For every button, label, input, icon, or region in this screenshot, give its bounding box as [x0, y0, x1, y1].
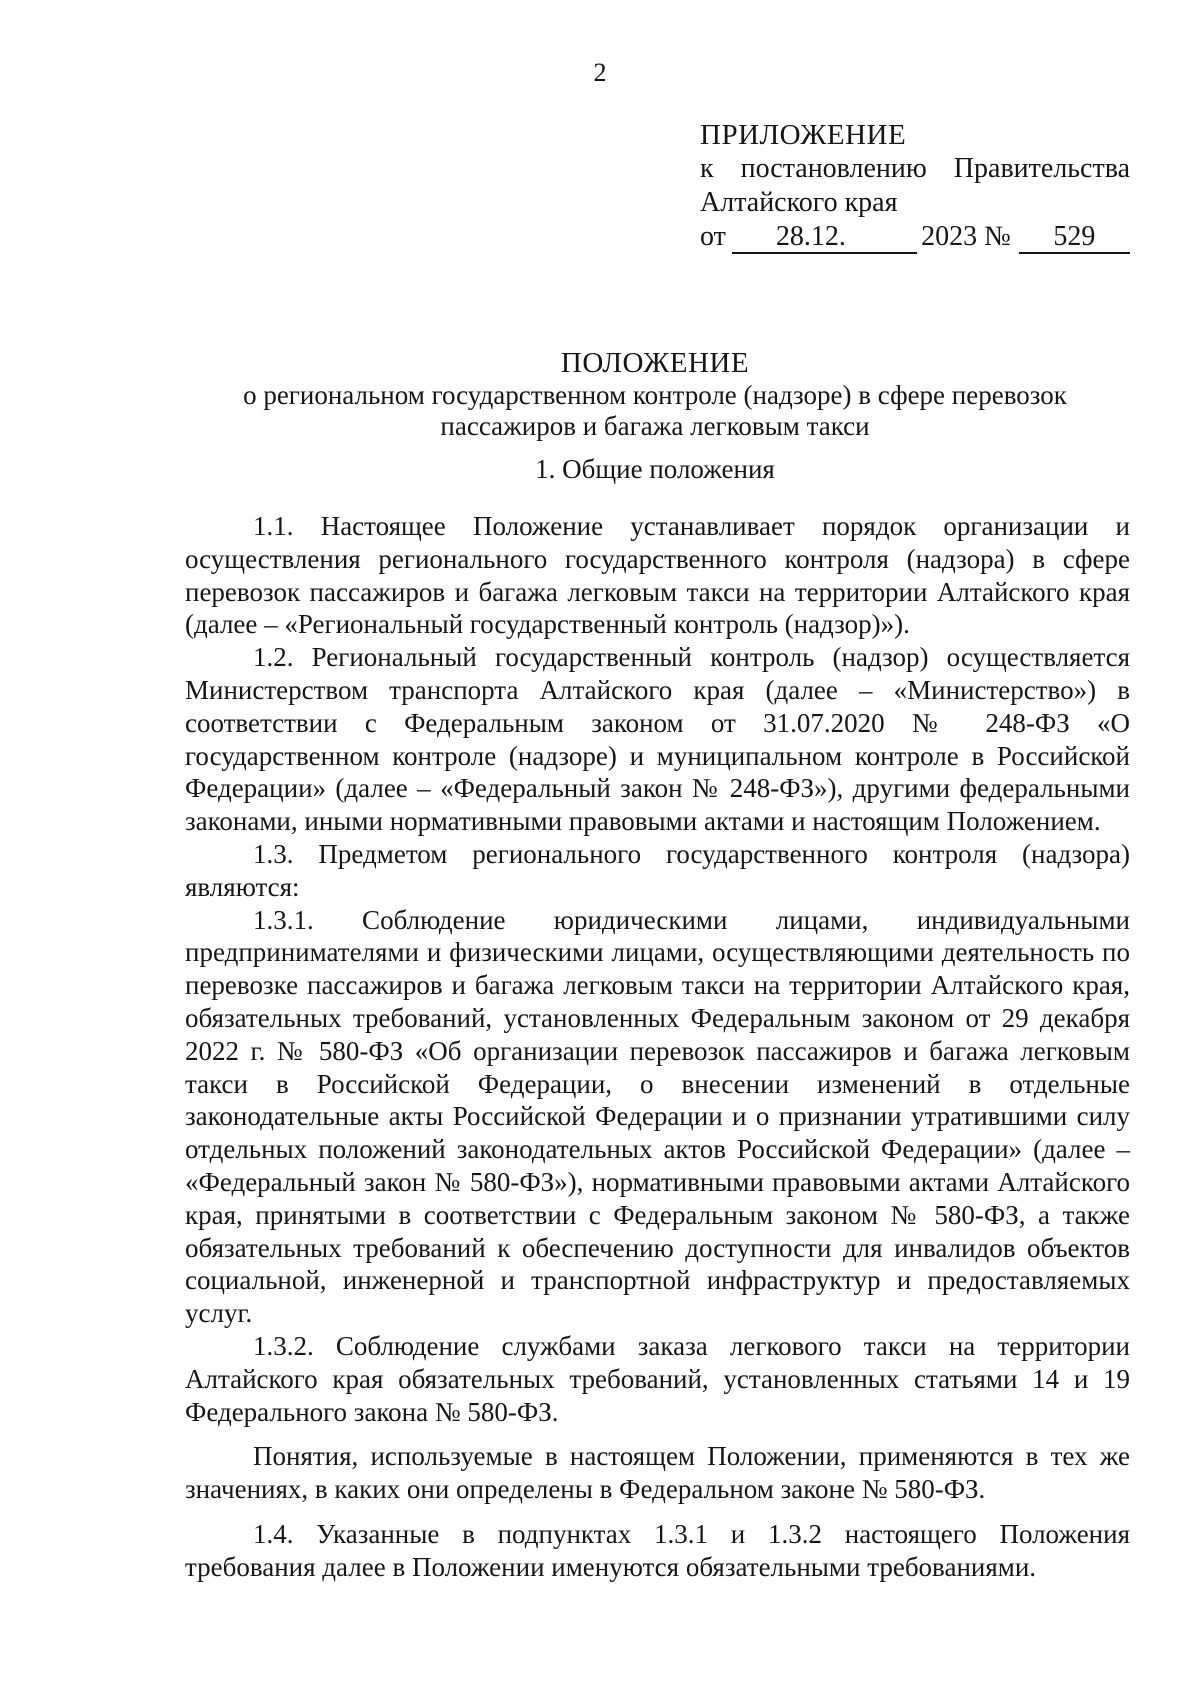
- paragraph-1-3-1: 1.3.1. Соблюдение юридическими лицами, индивидуальными предпринимателями и физическими лицами, осуществляющими деятельность по перевозке пассажиров и багажа легковым такси на территории Алтайского края, обязательных требований, установленных Федеральным законом от 29 декабря 2022 г. № 580-ФЗ «Об организации перевозок пассажиров и багажа легковым такси в Российской Федерации, о внесении изменений в отдельные законодательные акты Российской Федерации и о признании утратившими силу отдельных положений законодательных актов Российской Федерации» (далее – «Федеральный закон № 580-ФЗ»), нормативными правовыми актами Алтайского края, принятыми в соответствии с Федеральным законом № 580-ФЗ, а также обязательных требований к обеспечению доступности для инвалидов объектов социальной, инженерной и транспортной инфраструктур и предоставляемых услуг.: [185, 904, 1130, 1329]
- appendix-line-1: [700, 152, 1130, 186]
- paragraph-1-3: 1.3. Предметом регионального государственного контроля (надзора) являются:: [185, 838, 1130, 902]
- appendix-line-2: Алтайского края: [700, 187, 898, 218]
- paragraph-1-2: 1.2. Региональный государственный контроль (надзор) осуществляется Министерством транспорта Алтайского края (далее – «Министерство») в соответствии с Федеральным законом от 31.07.2020 № 248-ФЗ «О государственном контроле (надзоре) и муниципальном контроле в Российской Федерации» (далее – «Федеральный закон № 248-ФЗ»), другими федеральными законами, иными нормативными правовыми актами и настоящим Положением.: [185, 642, 1130, 837]
- date-prefix: от: [700, 221, 726, 252]
- appendix-label: ПРИЛОЖЕНИЕ: [700, 119, 907, 151]
- appendix-line-1-mid: постановлению: [740, 153, 927, 184]
- document-subtitle-line-1: о региональном государственном контроле (надзоре) в сфере перевозок: [243, 380, 1067, 410]
- appendix-date-line: [700, 220, 1130, 254]
- appendix-line-1-left: к: [700, 153, 714, 184]
- title-block: [130, 346, 1180, 442]
- paragraph-definitions: Понятия, используемые в настоящем Положении, применяются в тех же значениях, в каких они определены в Федеральном законе № 580-ФЗ.: [185, 1441, 1130, 1505]
- document-title: ПОЛОЖЕНИЕ: [560, 347, 750, 379]
- year-and-number-sign: 2023 №: [921, 221, 1011, 252]
- date-field: 28.12.: [732, 222, 917, 254]
- appendix-line-1-right: Правительства: [953, 153, 1130, 184]
- section-heading: 1. Общие положения: [535, 454, 775, 484]
- document-body: [185, 510, 1130, 1584]
- paragraph-1-3-2: 1.3.2. Соблюдение службами заказа легкового такси на территории Алтайского края обязательных требований, установленных статьями 14 и 19 Федерального закона № 580-ФЗ.: [185, 1330, 1130, 1427]
- paragraph-1-1: 1.1. Настоящее Положение устанавливает порядок организации и осуществления регионального государственного контроля (надзора) в сфере перевозок пассажиров и багажа легковым такси на территории Алтайского края (далее – «Региональный государственный контроль (надзор)»).: [185, 511, 1130, 640]
- paragraph-1-4: 1.4. Указанные в подпунктах 1.3.1 и 1.3.2 настоящего Положения требования далее в Положении именуются обязательными требованиями.: [185, 1518, 1130, 1582]
- page-number: 2: [593, 58, 607, 87]
- appendix-block: [700, 118, 1130, 254]
- number-field: 529: [1019, 222, 1130, 254]
- document-subtitle-line-2: пассажиров и багажа легковым такси: [440, 411, 870, 441]
